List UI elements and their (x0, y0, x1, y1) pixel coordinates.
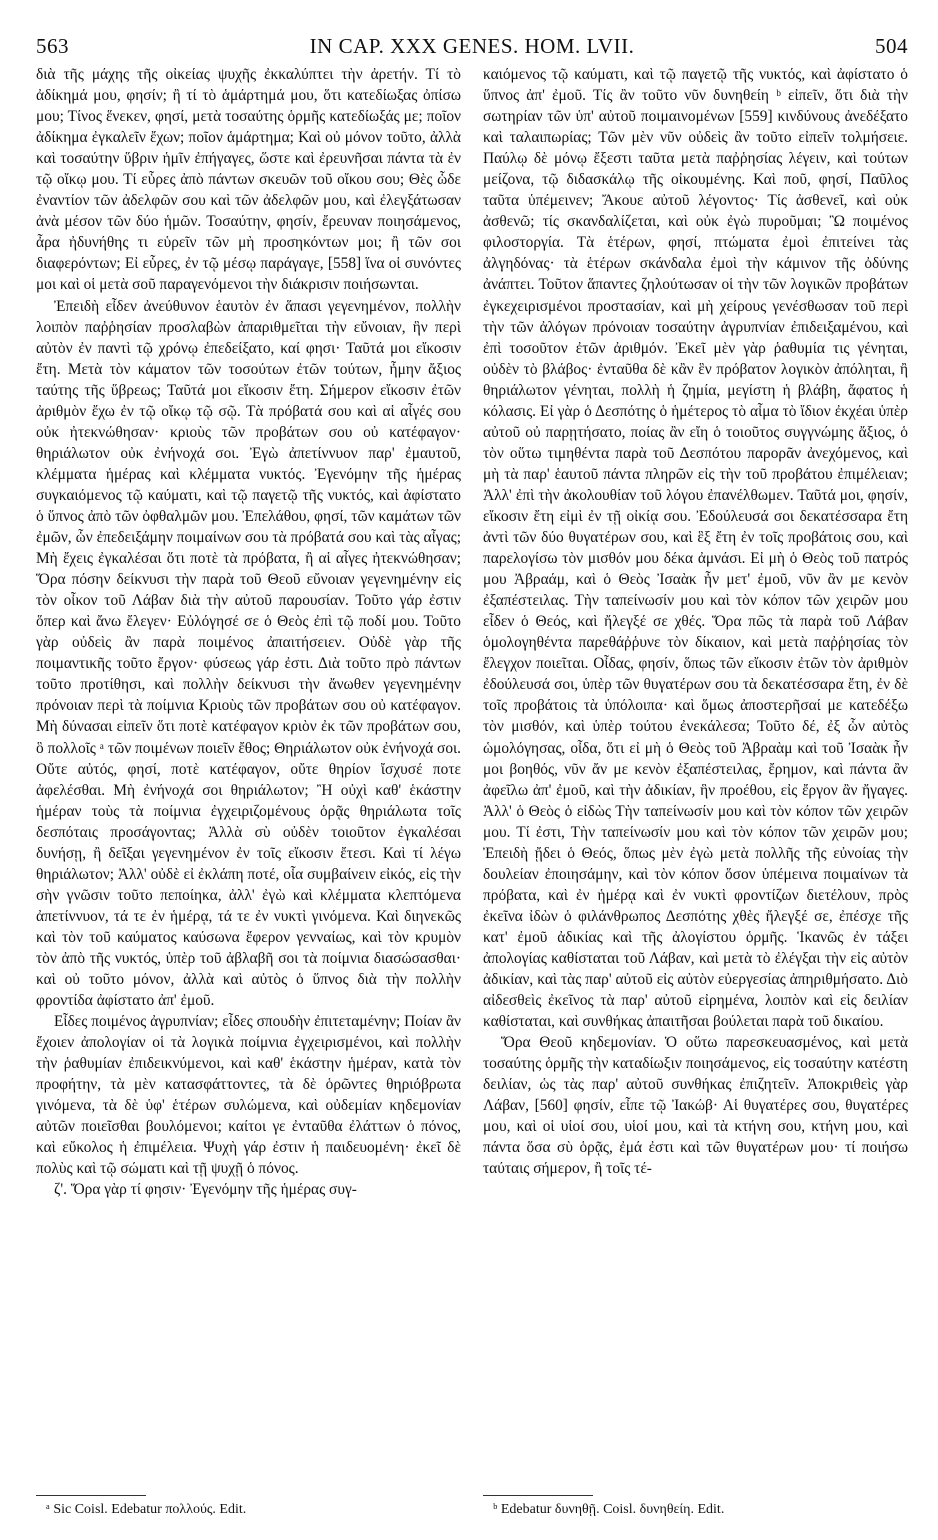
running-header (36, 28, 908, 62)
paragraph: Εἶδες ποιμένος ἀγρυπνίαν; εἶδες σπουδὴν ἐπιτεταμένην; Ποίαν ἂν ἔχοιεν ἀπολογίαν οἱ τὰ λογικὰ ποίμνια ἐγχειρισμένοι, καὶ πολλὴν τὴν ῥαθυμίαν ἐπιδεικνύμενοι, καὶ καθ' ἑκάστην ἡμέραν, κατὰ τὸν προφήτην, τὰ μὲν κατασφάττοντες, τὰ δὲ ὁρῶντες θηριόβρωτα γινόμενα, τὰ δὲ ὑφ' ἑτέρων συλώμενα, καὶ οὐδεμίαν κηδεμονίαν αὐτῶν ποιεῖσθαι βουλόμενοι; καίτοι γε ἐνταῦθα ἐλάττων ὁ πόνος, καὶ εὔκολος ἡ ἐπιμέλεια. Ψυχὴ γάρ ἐστιν ἡ παιδευομένη· ἐκεῖ δὲ πολὺς καὶ τῷ σώματι καὶ τῇ ψυχῇ ὁ πόνος. (36, 1013, 461, 1178)
footnote-rule-left (36, 1495, 146, 1496)
footnote-rule-right (483, 1495, 593, 1496)
running-title: IN CAP. XXX GENES. HOM. LVII. (309, 34, 635, 58)
right-column (483, 64, 908, 1179)
paragraph: ζ'. Ὅρα γὰρ τί φησιν· Ἐγενόμην τῆς ἡμέρας συγ- (54, 1181, 357, 1199)
footnote-left: ᵃ Sic Coisl. Edebatur πολλούς. Edit. (46, 1502, 247, 1517)
paragraph: Ὅρα Θεοῦ κηδεμονίαν. Ὁ οὕτω παρεσκευασμένος, καὶ μετὰ τοσαύτης ὁρμῆς τὴν καταδίωξιν ποιησάμενος, εἰς τοσαύτην κατέστη δειλίαν, ὡς τὰς παρ' αὐτοῦ συνθήκας ἐπιζητεῖν. Ἀποκριθεὶς γὰρ Λάβαν, [560] φησίν, εἶπε τῷ Ἰακώβ· Αἱ θυγατέρες σου, θυγατέρες μου, καὶ οἱ υἱοί σου, υἱοί μου, καὶ τὰ κτήνη σου, κτήνη μου, καὶ πάντα ὅσα σὺ ὁρᾷς, ἐμά ἐστι καὶ τῶν θυγατέρων μου· τί ποιήσω ταύταις σήμερον, ἢ τοῖς τέ- (483, 1034, 908, 1178)
footnote-right: ᵇ Edebatur δυνηθῇ. Coisl. δυνηθείη. Edit. (493, 1502, 725, 1517)
page-number-left: 563 (36, 34, 69, 58)
left-column (36, 64, 461, 1201)
page-number-right: 504 (875, 34, 908, 58)
paragraph: καιόμενος τῷ καύματι, καὶ τῷ παγετῷ τῆς νυκτός, καὶ ἀφίστατο ὁ ὕπνος ἀπ' ἐμοῦ. Τίς ἂν τοῦτο νῦν δυνηθείη ᵇ εἰπεῖν, ὅτι διὰ τὴν σωτηρίαν τῶν ὑπ' αὐτοῦ ποιμαινομένων [559] κινδύνους ἀνεδέξατο καὶ ταλαιπωρίας; Τῶν μὲν νῦν οὐδεὶς ἂν τοῦτο εἰπεῖν τολμήσειε. Παύλῳ δὲ μόνῳ ἔξεστι ταῦτα μετὰ παῤῥησίας λέγειν, καὶ τούτων μείζονα, τῷ διδασκάλῳ τῆς οἰκουμένης. Καὶ ποῦ, φησί, Παῦλος ταῦτα ὑπέμεινεν; Ἄκουε αὐτοῦ λέγοντος· Τίς ἀσθενεῖ, καὶ οὐκ ἀσθενῶ; τίς σκανδαλίζεται, καὶ οὐκ ἐγὼ πυροῦμαι; Ὢ ποιμένος φιλοστοργία. Τὰ ἑτέρων, φησί, πτώματα ἐμοὶ ἐπιτείνει τὰς ἀλγηδόνας· τὰ ἑτέρων σκάνδαλα ἐμοὶ τὴν κάμινον τῆς ὀδύνης ἀνάπτει. Τοῦτον ἅπαντες ζηλούτωσαν οἱ τὴν τῶν λογικῶν προβάτων ἐγκεχειρισμένοι προστασίαν, καὶ μὴ χείρους γενέσθωσαν τοῦ περὶ τὴν τῶν ἀλόγων πρόνοιαν τοσαύτην ἀγρυπνίαν ἐπιδειξαμένου, καὶ ἐπὶ τοσοῦτον ἐτῶν ἀριθμόν. Ἐκεῖ μὲν γὰρ ῥαθυμία τις γένηται, οὐδὲν τὸ βλάβος· ἐνταῦθα δὲ κἂν ἓν πρόβατον λογικὸν ἀπόληται, ἢ θηριάλωτον γένηται, πολλὴ ἡ ζημία, μεγίστη ἡ βλάβη, ἄφατος ἡ κόλασις. Εἰ γὰρ ὁ Δεσπότης ὁ ἡμέτερος τὸ αἷμα τὸ ἴδιον ἐκχέαι ὑπὲρ αὐτοῦ οὐ παρῃτήσατο, ποίας ἂν εἴη ὁ τοιοῦτος συγγνώμης ἄξιος, ὁ τὸν οὕτω τιμηθέντα παρὰ τοῦ Δεσπότου παρορᾶν ἀνεχόμενος, καὶ μὴ τὰ παρ' ἑαυτοῦ πάντα πληρῶν εἰς τὴν τοῦ προβάτου ἐπιμέλειαν; Ἀλλ' ἐπὶ τὴν ἀκολουθίαν τοῦ λόγου ἐπανέλθωμεν. Ταῦτά μοι, φησίν, εἴκοσιν ἔτη εἰμὶ ἐν τῇ οἰκίᾳ σου. Ἐδούλευσά σοι δεκατέσσαρα ἔτη ἀντὶ τῶν δύο θυγατέρων σου, καὶ ἓξ ἔτη ἐν τοῖς προβάτοις σου, καὶ παρελογίσω τὸν μισθόν μου δέκα ἀμνάσι. Εἰ μὴ ὁ Θεὸς τοῦ πατρός μου Ἀβραάμ, καὶ ὁ Θεὸς Ἰσαὰκ ἦν μετ' ἐμοῦ, νῦν ἂν με κενὸν ἐξαπέστειλας. Τὴν ταπείνωσίν μου καὶ τὸν κόπον τῶν χειρῶν μου εἶδεν ὁ Θεός, καὶ ἤλεγξέ σε χθές. Ὅρα πῶς τὰ παρὰ τοῦ Λάβαν ὁμολογηθέντα παρεθάῤῥυνε τὸν δίκαιον, καὶ μετὰ παῤῥησίας τὸν ἔλεγχον ποιεῖται. Οἶδας, φησίν, ὅπως τῶν εἴκοσιν ἐτῶν τὸν ἀριθμὸν ἐδούλευσά σοι, ὑπὲρ τῶν θυγατέρων σου τὰ δεκατέσσαρα ἔτη, ἐν δὲ τοῖς προβάτοις τὰ ὑπόλοιπα· καὶ ὅμως ἀποστερῆσαί με κατεδέξω τὸν μισθόν, καὶ ὑπὲρ τούτου ἐνεκάλεσα; Τοῦτο δέ, ἐξ ὧν αὐτὸς ὡμολόγησας, οἶδα, ὅτι εἰ μὴ ὁ Θεὸς τοῦ Ἀβραὰμ καὶ τοῦ Ἰσαὰκ ἦν μοι βοηθός, νῦν ἄν με κενὸν ἐξαπέστειλας, ἔρημον, καὶ πάντα ἂν ἀφεῖλω ἀπ' ἐμοῦ, καὶ τὴν ἀδικίαν, ἣν προέθου, εἰς ἔργον ἂν ἤγαγες. Ἀλλ' ὁ Θεὸς ὁ εἰδὼς Τὴν ταπείνωσίν μου καὶ τὸν κόπον τῶν χειρῶν μου. Τί ἐστι, Τὴν ταπείνωσίν μου καὶ τὸν κόπον τῶν χειρῶν μου; Ἐπειδὴ ᾔδει ὁ Θεός, ὅπως μὲν ἐγὼ μετὰ πολλῆς τῆς εὐνοίας τὴν δουλείαν ἐποιησάμην, καὶ τὸν κόπον ὅσον ὑπέμεινα ποιμαίνων τὰ πρόβατα, καὶ ἐν ἡμέρᾳ καὶ ἐν νυκτὶ φροντίζων διετέλουν, πρὸς ἐκεῖνα ἰδὼν ὁ φιλάνθρωπος Δεσπότης χθὲς ἤλεγξέ σε, ἐπέσχε τῆς κατ' ἐμοῦ ἀδικίας καὶ τῆς ἀλογίστου ὁρμῆς. Ἱκανῶς ἐν τάξει ἀπολογίας καθίσταται τοῦ Λάβαν, καὶ μετὰ τὸ ἐλέγξαι τὴν εἰς αὐτὸν ἀδικίαν, καὶ τὰς παρ' αὐτοῦ εἰς αὐτὸν εὐεργεσίας ἀπηριθμήσατο. Διὸ αἰδεσθεὶς ἐκεῖνος τὰ παρ' αὐτοῦ εἰρημένα, λοιπὸν καὶ εἰς δειλίαν καθίσταται, καὶ συνθήκας ἀπαιτῆσαι βούλεται παρὰ τοῦ δικαίου. (483, 66, 908, 1031)
paragraph: διὰ τῆς μάχης τῆς οἰκείας ψυχῆς ἐκκαλύπτει τὴν ἀρετήν. Τί τὸ ἀδίκημά μου, φησίν; ἢ τί τὸ ἁμάρτημά μου, ὅτι κατεδίωξας ὀπίσω μου; Τίνος ἕνεκεν, φησί, μετὰ τοσαύτης ὁρμῆς κατεδίωξάς με; ποῖον ἀδίκημα ἐγκαλεῖν ἔχων; ποῖον ἁμάρτημα; Καὶ οὐ μόνον τοῦτο, ἀλλὰ καὶ τοσαύτην ὕβριν ἡμῖν ἐπήγαγες, ὥστε καὶ ἐρευνῆσαι πάντα τὰ ἐν τῷ οἴκῳ μου. Τί εὗρες ἀπὸ πάντων σκευῶν τοῦ οἴκου σου; Θὲς ὧδε ἐναντίον τῶν ἀδελφῶν σου καὶ τῶν ἀδελφῶν μου, καὶ ἐλεγξάτωσαν ἀνὰ μέσον τῶν δύο ἡμῶν. Τοσαύτην, φησίν, ἔρευναν ποιησάμενος, ἆρα ἠδυνήθης τι εὑρεῖν τῶν μὴ προσηκόντων μοι; ἢ τῶν σοι διαφερόντων; Εἰ εὗρες, ἐν τῷ μέσῳ παράγαγε, [558] ἵνα οἱ συνόντες μοι καὶ οἱ μετὰ σοῦ παραγενόμενοι τὴν διάκρισιν ποιήσωνται. (36, 66, 461, 294)
paragraph: Ἐπειδὴ εἶδεν ἀνεύθυνον ἑαυτὸν ἐν ἅπασι γεγενημένον, πολλὴν λοιπὸν παῤῥησίαν προσλαβὼν ἀπαριθμεῖται τὴν εὔνοιαν, ἣν περὶ αὐτὸν ἐν παντὶ τῷ χρόνῳ ἐπεδείξατο, καί φησι· Ταῦτά μοι εἴκοσιν ἔτη. Μετὰ τὸν κάματον τῶν τοσούτων ἐτῶν τούτων, ἦμην ἄξιος ταύτης τῆς ὕβρεως; Ταῦτά μοι εἴκοσιν ἔτη. Σήμερον εἴκοσιν ἐτῶν ἀριθμὸν ἔχω ἐν τῷ οἴκῳ τῷ σῷ. Τὰ πρόβατά σου καὶ αἱ αἶγές σου οὐκ ἠτεκνώθησαν· κριοὺς τῶν προβάτων σου οὐ κατέφαγον· θηριάλωτον οὐκ ἐνήνοχά σοι. Ἐγὼ ἀπετίννυον παρ' ἐμαυτοῦ, κλέμματα ἡμέρας καὶ κλέμματα νυκτός. Ἐγενόμην τῆς ἡμέρας συγκαιόμενος τῷ καύματι, καὶ τῷ παγετῷ τῆς νυκτός, καὶ ἀφίστατο ὁ ὕπνος ἀπὸ τῶν ὀφθαλμῶν μου. Ἐπελάθου, φησί, τῶν καμάτων τῶν ἐμῶν, ὧν ἐπεδειξάμην ποιμαίνων σου τὰ πρόβατά σου καὶ τὰς αἶγας; Μὴ ἔχεις ἐγκαλέσαι ὅτι ποτὲ τὰ πρόβατα, ἢ αἱ αἶγες ἠτεκνώθησαν; Ὅρα πόσην δείκνυσι τὴν παρὰ τοῦ Θεοῦ εὔνοιαν γεγενημένην εἰς τὸν οἶκον τοῦ Λάβαν διὰ τὴν αὐτοῦ παρουσίαν. Τοῦτο γάρ ἐστιν ὅπερ καὶ ἄνω ἔλεγεν· Εὐλόγησέ σε ὁ Θεὸς ἐπὶ τῷ ποδί μου. Τοῦτο γὰρ οὐδεὶς ἂν παρὰ ποιμένος ἀπαιτήσειεν. Οὐδὲ γὰρ τῆς ποιμαντικῆς τοῦτο ἔργον· φύσεως γάρ ἐστι. Διὰ τοῦτο πρὸ πάντων τοῦτο προτίθησι, καὶ πολλὴν δείκνυσι τὴν ἄνωθεν γεγενημένην πρόνοιαν περὶ τὰ ποίμνια Κριοὺς τῶν προβάτων σου οὐ κατέφαγον. Μὴ δύνασαι εἰπεῖν ὅτι ποτὲ κατέφαγον κριὸν ἐκ τῶν προβάτων σου, ὃ πολλοῖς ᵃ τῶν ποιμένων ποιεῖν ἔθος; Θηριάλωτον οὐκ ἐνήνοχά σοι. Οὔτε αὐτός, φησί, ποτὲ κατέφαγον, οὔτε θηρίον ἴσχυσέ ποτε ἀφελέσθαι. Μὴ ἐνήνοχά σοι θηριάλωτον; Ἢ οὐχὶ καθ' ἑκάστην ἡμέραν τοὺς τὰ ποίμνια ἐγχειριζομένους ὁρᾷς θηριάλωτα τοῖς δεσπόταις προσάγοντας; Ἀλλὰ σὺ οὐδὲν τοιοῦτον ἐγκαλέσαι δυνήσῃ, ἢ δεῖξαι γεγενημένον ἐν τοῖς εἴκοσιν ἔτεσι. Καὶ τί λέγω θηριάλωτον; Ἀλλ' οὐδὲ εἰ ἐκλάπη ποτέ, οἷα συμβαίνειν εἰκός, εἰς τὴν σὴν γνῶσιν τοῦτο πεποίηκα, ἀλλ' ἐγὼ καὶ κλέμματα κλεπτόμενα ἀπετίννυον, τά τε ἐν ἡμέρᾳ, τά τε ἐν νυκτὶ γινόμενα. Καὶ διηνεκῶς καὶ τὸν τοῦ καύματος καύσωνα ἔφερον γενναίως, καὶ τὸν κρυμὸν τὸν ἀπὸ τῆς νυκτός, ὑπὲρ τοῦ ἀβλαβῆ σοι τὰ ποίμνια διασώσασθαι· καὶ οὐ τοῦτο μόνον, ἀλλὰ καὶ αὐτὸς ὁ ὕπνος διὰ τὴν πολλὴν φροντίδα ἀφίστατο ἀπ' ἐμοῦ. (36, 297, 461, 1010)
